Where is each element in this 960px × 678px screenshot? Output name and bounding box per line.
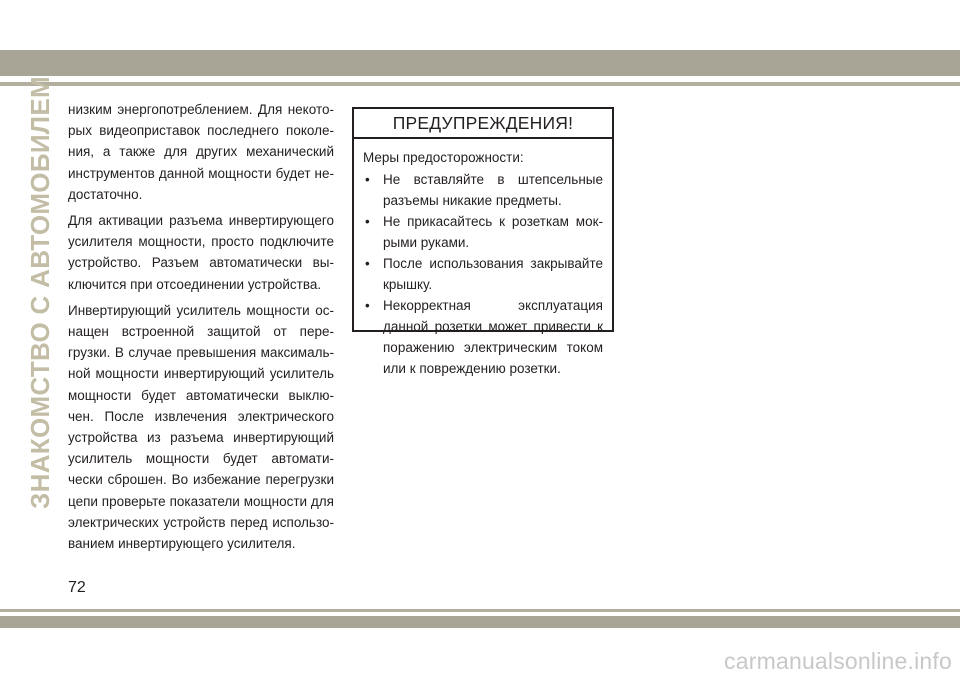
warning-intro: Меры предосторожности: bbox=[363, 150, 524, 165]
section-side-title-text: ЗНАКОМСТВО С АВТОМОБИЛЕМ bbox=[24, 75, 55, 509]
paragraph: Инвертирующий усилитель мощности оснащен встроенной защитой от перегрузки. В случае превышения максимальной мощности инвертирующий усилитель мощности будет автоматически выключен. После извлечения электрического устройства из разъема инвертирующий усилитель мощности будет автоматически сброшен. Во избежание перегрузки цепи проверьте показатели мощности для электрических устройств перед использованием инвертирующего усилителя. bbox=[68, 302, 334, 552]
header-band bbox=[0, 50, 960, 76]
watermark: carmanualsonline.info bbox=[724, 648, 952, 674]
warning-box bbox=[352, 107, 614, 376]
warning-title: ПРЕДУПРЕЖДЕНИЯ! bbox=[354, 109, 612, 139]
section-side-title bbox=[20, 75, 60, 509]
warning-list-item: • Некорректная эксплуатация данной розетки может привести к поражению электрическим током или к повреждению розетки. bbox=[363, 295, 603, 379]
warning-list-item: • Не прикасайтесь к розеткам мокрыми руками. bbox=[363, 211, 603, 253]
footer-band bbox=[0, 616, 960, 628]
warning-list-item: • Не вставляйте в штепсельные разъемы никакие предметы. bbox=[363, 169, 603, 211]
paragraph: низким энергопотреблением. Для некоторых видеоприставок последнего поколения, а также для других механический инструментов данной мощности будет недостаточно. bbox=[68, 102, 334, 202]
footer-rule bbox=[0, 609, 960, 612]
warning-body bbox=[354, 139, 612, 379]
paragraph: Для активации разъема инвертирующего усилителя мощности, просто подключите устройство. Разъем автоматически выключится при отсоединении устройства. bbox=[68, 213, 334, 292]
warning-list-item: • После использования закрывайте крышку. bbox=[363, 253, 603, 295]
main-text-column bbox=[68, 99, 334, 559]
header-rule bbox=[0, 82, 960, 86]
warning-list bbox=[363, 169, 603, 379]
page-number: 72 bbox=[68, 579, 86, 596]
